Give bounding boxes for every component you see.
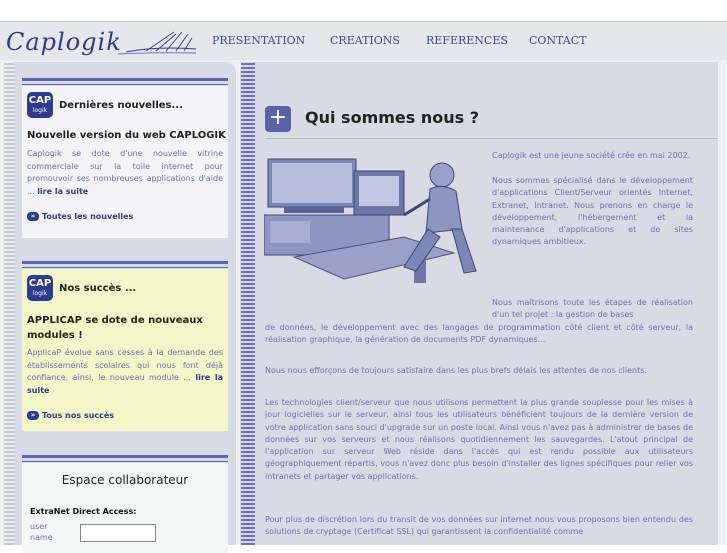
developer-illustration	[264, 149, 486, 285]
success-item-title[interactable]: APPLICAP se dote de nouveaux modules !	[27, 315, 203, 341]
intro-paragraph-2: Nous sommes spécialisé dans le développement d'applications Client/Serveur orientés Internet, Extranet, Intranet. Nous prenons en charge le développement, l'hébergement et la maintenance d'applications et de sites dynamiques ambitieux.	[492, 176, 693, 247]
top-blank-bar	[0, 0, 727, 21]
left-stripe	[4, 62, 14, 545]
extranet-label: ExtraNet Direct Access:	[30, 507, 137, 516]
intro-paragraph-4: Nous nous efforçons de toujours satisfaire dans les plus brefs délais les attentes de nos clients.	[265, 366, 647, 375]
caplogik-badge-icon: CAP logik	[27, 92, 53, 118]
all-news-link[interactable]	[27, 212, 133, 221]
double-chevron-icon: »	[27, 411, 39, 420]
intro-paragraph-5: Les technologies client/serveur que nous utilisons permettent la plus grande souplesse pour les mises à jour logicielles sur le serveur, ainsi tous les utilisateurs bénéficient toujours de la dernière version de votre application sans souci d'upgrade sur un poste local. Ainsi vous n'avez pas à administrer de bases de données sur vos serveurs et nous réalisons quotidiennement les sauvegardes. L'atout principal de l'application sur serveur Web réside dans l'accès qui est rendu possible aux utilisateurs géographiquement répartis, vous n'avez donc plus besoin d'installer des lignes spécifiques pour relier vos intranets et partager vos applications.	[265, 398, 693, 481]
caplogik-badge-icon: CAP logik	[27, 275, 53, 301]
nav-contact[interactable]: CONTACT	[529, 34, 587, 47]
success-title: Nos succès ...	[59, 283, 137, 294]
user-name-label: user name	[30, 522, 53, 542]
success-box	[22, 269, 228, 431]
nav-references[interactable]: REFERENCES	[426, 34, 508, 47]
double-chevron-icon: »	[27, 212, 39, 221]
site-logo[interactable]	[6, 26, 206, 58]
news-title: Dernières nouvelles...	[59, 100, 183, 111]
intro-paragraph-3b: de données, le développement avec des langages de programmation côté client et côté serveur, la réalisation graphique, la génération de documents PDF dynamiques...	[265, 323, 693, 345]
plus-icon: +	[265, 106, 291, 132]
news-item-body: Caplogik se dote d'une nouvelle vitrine commerciale sur la toile internet pour promouvoir ses nombreuses applications d'aide ... lire la suite	[27, 149, 223, 196]
success-read-more-link[interactable]: lire la suite	[27, 373, 224, 395]
nav-presentation[interactable]: PRESENTATION	[212, 34, 306, 47]
logo-swoosh-icon	[6, 26, 206, 58]
user-name-input[interactable]	[80, 524, 156, 542]
title-divider	[265, 138, 717, 139]
logo-text: Caplogik	[6, 28, 122, 56]
collab-title: Espace collaborateur	[61, 473, 189, 487]
intro-paragraph-6: Pour plus de discrétion lors du transit de vos données sur internet nous vous proposons bien entendu des solutions de cryptage (Certificat SSL) qui garantissent la confidentialité comme	[265, 515, 693, 537]
all-news-label: Toutes les nouvelles	[42, 212, 134, 221]
intro-paragraph-1: Caplogik est une jeune société crée en mai 2002.	[492, 151, 691, 160]
news-box	[22, 86, 228, 238]
nav-creations[interactable]: CREATIONS	[330, 34, 400, 47]
all-success-label: Tous nos succès	[42, 411, 114, 420]
collab-divider	[22, 455, 228, 462]
news-read-more-link[interactable]: lire la suite	[37, 186, 89, 196]
page-title: Qui sommes nous ?	[305, 108, 479, 127]
site-header	[0, 21, 727, 61]
news-divider	[22, 78, 228, 85]
success-item-body: ApplicaP évolue sans cesses à la demande des établissements scolaires qui nous font déjà confiance, ainsi, le nouveau module ... lire la suite	[27, 348, 224, 395]
intro-paragraph-3a: Nous maîtrisons toute les étapes de réalisation d'un tel projet : la gestion de bases	[492, 298, 693, 320]
main-stripe	[241, 62, 255, 545]
news-item-title[interactable]: Nouvelle version du web CAPLOGIK	[27, 130, 226, 141]
all-success-link[interactable]	[27, 411, 114, 420]
collab-box	[22, 463, 228, 553]
success-divider	[22, 261, 228, 268]
